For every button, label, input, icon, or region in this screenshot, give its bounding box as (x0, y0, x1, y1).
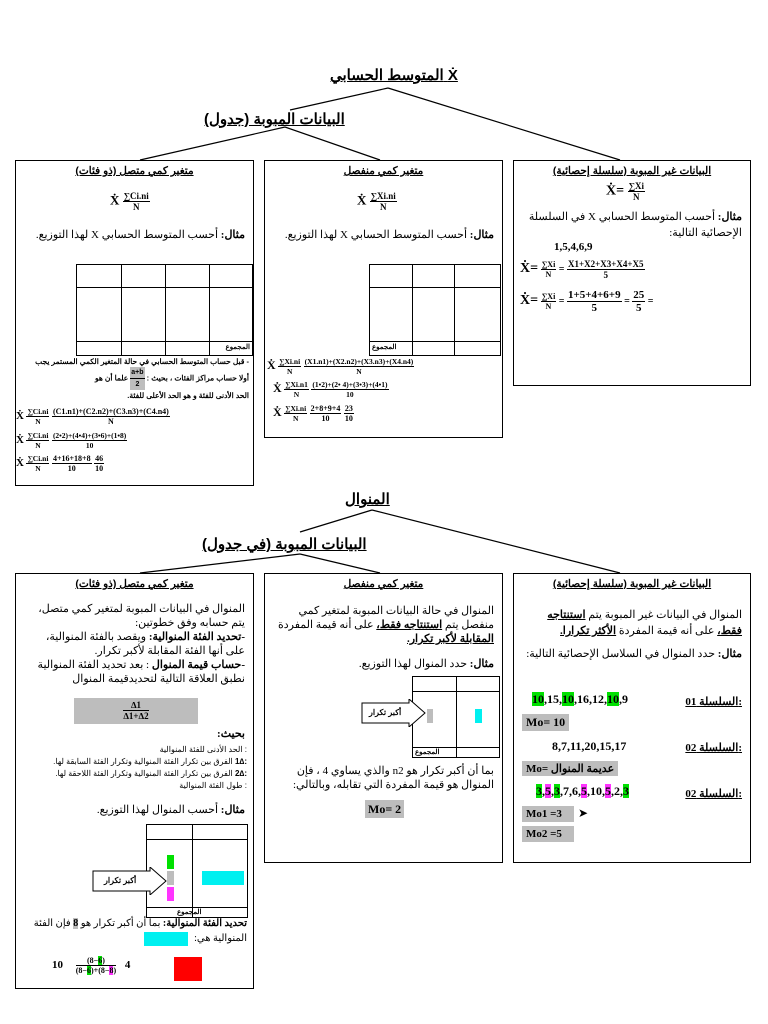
mode-continuous-title: متغير كمي متصل (ذو فئات) (75, 578, 194, 590)
mode-continuous-determine: تحديد الفئة المنوالية: بما أن أكبر تكرار هو 8 فإن الفئة المنوالية هي: (33, 918, 247, 944)
result-red-box (174, 957, 202, 981)
mode-discrete-def: المنوال في حالة البيانات المبوبة لمتغير كمي منفصل يتم استنتاجه فقط، على أنه قيمة المفردة المقابلة لأكبر تكرار. (277, 605, 494, 645)
mean-discrete-box (264, 160, 503, 438)
mode-ungrouped-box (513, 573, 751, 863)
mode-discrete-explain: بما أن أكبر تكرار هو n2 والذي يساوي 4 ، فإن المنوال هو قيمة المفردة التي تقابله، وبالتالي: (292, 765, 494, 791)
mode-series1-label: السلسلة 01: (685, 696, 742, 708)
mean-continuous-calc3: Ẋ $\frac{\sum Ci.ni}{N}$ $\frac{4+16+18+8}{10}$ $\frac{46}{10}$ (16, 454, 104, 473)
mean-ungrouped-title: البيانات غير المبوبة (سلسلة إحصائية) (552, 165, 712, 177)
mode-series3-result2: Mo2 =5 (522, 826, 574, 842)
mode-discrete-arrow-label: أكبر تكرار (369, 708, 402, 717)
mean-ungrouped-example: مثال: أحسب المتوسط الحسابي X في السلسلة الإحصائية التالية: (528, 211, 742, 239)
mode-discrete-total: المجموع (415, 749, 440, 756)
mode-continuous-final: 10 $\frac{(8-6)}{(8-6)+(8-8)}$ 4 (52, 956, 131, 975)
mean-discrete-calc1: Ẋ $\frac{\sum Xi.ni}{N}$ $\frac{(X1.n1)+(X2.n2)+(X3.n3)+(X4.n4)}{N}$ (267, 357, 414, 376)
mean-ungrouped-box (513, 160, 751, 386)
mean-continuous-note: - قبل حساب المتوسط الحسابي في حالة المتغير الكمي المستمر يجب أولا حساب مراكز الفئات ، بحيث : $\frac{a+b}{2}$ علما أن هو الحد الأدنى للفئة و هو الحد الأعلى للفئة. (35, 357, 249, 400)
mode-discrete-box (264, 573, 503, 863)
mean-ungrouped-line2: Ẋ= $\frac{\sum Xi}{N}$ = $\frac{1+5+4+6+9}{5}$ = $\frac{25}{5}$ = (520, 289, 654, 314)
mean-continuous-table (76, 264, 253, 356)
mean-discrete-calc2: Ẋ $\frac{\sum Xi.n1}{N}$ $\frac{(1•2)+(2• 4)+(3•3)+(4•1)}{10}$ (273, 380, 388, 399)
modal-class-swatch (144, 932, 188, 946)
mode-series2-values: 8,7,11,20,15,17 (552, 739, 627, 753)
mode-continuous-legend: : الحد الأدنى للفئة المنوالية :∆1 الفرق بين تكرار الفئة المنوالية وتكرار الفئة السابقة لها. :∆2 الفرق بين تكرار الفئة المنوالية وتكرار الفئة اللاحقة لها. : طول الفئة المنوالية (53, 745, 247, 790)
mean-continuous-total: المجموع (225, 344, 250, 351)
mean-discrete-total: المجموع (372, 344, 397, 351)
mean-discrete-table (369, 264, 501, 356)
mean-continuous-example: مثال: أحسب المتوسط الحسابي X لهذا التوزيع. (35, 229, 245, 241)
next-frequency-cell (167, 887, 174, 901)
mode-continuous-arrow-label: أكبر تكرار (104, 876, 137, 885)
max-frequency-cell (427, 709, 433, 723)
mode-subtitle: البيانات المبوبة (في جدول) (202, 536, 367, 553)
mean-title: المتوسط الحسابي Ẋ (330, 67, 458, 84)
mode-series1-values: 10,15,10,16,12,10,9 (532, 692, 628, 706)
modal-class-cell (202, 871, 244, 885)
mode-ungrouped-def: المنوال في البيانات غير المبوبة يتم استنتاجه فقط، على أنه قيمة المفردة الأكثر تكرارا. (547, 609, 742, 637)
mean-discrete-calc3: Ẋ $\frac{\sum Xi.ni}{N}$ $\frac{2+8+9+4}{10}$ $\frac{23}{10}$ (273, 404, 353, 423)
mode-continuous-example: مثال: أحسب المنوال لهذا التوزيع. (96, 804, 245, 816)
mean-discrete-example: مثال: أحسب المتوسط الحسابي X لهذا التوزيع. (284, 229, 494, 241)
mode-value-cell (475, 709, 482, 723)
mean-continuous-box (15, 160, 254, 486)
mean-continuous-calc1: Ẋ $\frac{\sum Ci.ni}{N}$ $\frac{(C1.n1)+(C2.n2)+(C3.n3)+(C4.n4)}{N}$ (16, 407, 169, 426)
mode-series3-values: 3,5,3,7,6,5,10,5,2,3 (536, 784, 629, 798)
max-frequency-cell (167, 871, 174, 885)
mean-ungrouped-series: 1,5,4,6,9 (554, 241, 593, 253)
mode-ungrouped-example: مثال: حدد المنوال في السلاسل الإحصائية التالية: (526, 648, 742, 660)
mode-continuous-total: المجموع (177, 909, 202, 916)
mode-discrete-title: متغير كمي منفصل (343, 578, 424, 590)
mode-series1-result: Mo= 10 (522, 714, 569, 731)
mode-continuous-box (15, 573, 254, 989)
mode-series3-result1: Mo1 =3 (522, 806, 574, 822)
mode-continuous-where: بحيث: (217, 728, 245, 740)
mean-ungrouped-formula: Ẋ= $\frac{\sum Xi}{N}$ (606, 181, 645, 202)
mean-ungrouped-line1: Ẋ= $\frac{\sum Xi}{N}$ = $\frac{X1+X2+X3+X4+X5}{5}$ (520, 259, 644, 280)
mode-formula-box: $\frac{\Delta 1}{\Delta 1+\Delta 2}$ (74, 698, 198, 724)
mean-continuous-calc2: Ẋ $\frac{\sum Ci.ni}{N}$ $\frac{(2•2)+(4•4)+(3•6)+(1•8)}{10}$ (16, 431, 127, 450)
mode-discrete-result: Mo= 2 (365, 802, 404, 817)
mean-subtitle: البيانات المبوبة (جدول) (204, 111, 345, 128)
mode-title: المنوال (345, 491, 390, 508)
mode-series2-label: السلسلة 02: (685, 742, 742, 754)
mean-continuous-title: متغير كمي متصل (ذو فئات) (75, 165, 194, 177)
mean-discrete-title: متغير كمي منفصل (343, 165, 424, 177)
mode-ungrouped-title: البيانات غير المبوبة (سلسلة إحصائية) (552, 578, 712, 590)
mean-discrete-formula: Ẋ $\frac{\sum Xi.ni}{N}$ (357, 191, 396, 212)
mode-series2-result: عديمة المنوال =Mo (522, 761, 618, 776)
prev-frequency-cell (167, 855, 174, 869)
arrow-right-icon: ➤ (578, 806, 589, 820)
mode-discrete-example: مثال: حدد المنوال لهذا التوزيع. (358, 658, 494, 670)
mode-series3-label: السلسلة 02: (685, 788, 742, 800)
mean-continuous-formula: Ẋ $\frac{\sum Ci.ni}{N}$ (110, 191, 149, 212)
mode-continuous-def: المنوال في البيانات المبوبة لمتغير كمي متصل، يتم حسابه وفق خطوتين: -تحديد الفئة المنوالية: ويقصد بالفئة المنوالية، على أنها الفئة المقابلة لأكبر تكرار. -حساب قيمة المنوال : بعد تحديد الفئة المنوالية نطبق العلاقة التالية لتحديدقيمة المنوال (37, 603, 245, 685)
